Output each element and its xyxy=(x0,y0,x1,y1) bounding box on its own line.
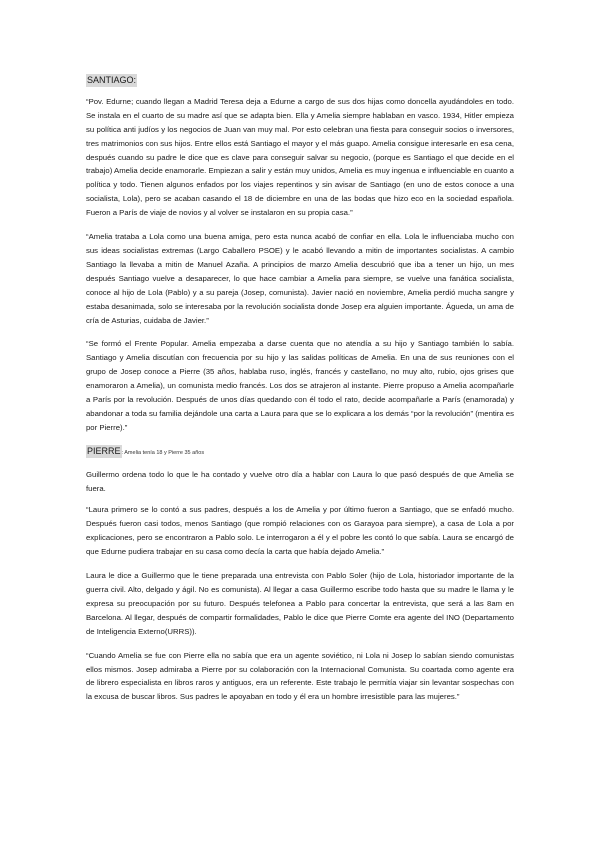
santiago-paragraph-1: “Pov. Edurne; cuando llegan a Madrid Teresa deja a Edurne a cargo de sus dos hijas como doncella ayudándoles en todo. Se instala en el cuarto de su madre así que se adapta bien. Ella y Amelia siempre hablaban en vasco. 1934, Hitler empieza su política anti judíos y los negocios de Juan van muy mal. Por esto celebran una fiesta para conseguir socios o inversores, tres matrimonios con sus hijos. Entre ellos está Santiago el mayor y el más guapo. Amelia consigue interesarle en esa cena, después cuando su padre le dice que es clave para conseguir salvar su negocio, (porque es Santiago el que decide en el trabajo) Amelia decide enamorarle. Empiezan a salir y están muy unidos, Amelia es muy ingenua e influenciable en cuanto a política y todo. Tienen algunos enfados por los viajes repentinos y sin avisar de Santiago (en uno de estos conoce a una socialista, Lola), pero se acaban casando el 18 de diciembre en una de las bodas que hizo eco en la sociedad española. Fueron a París de viaje de novios y al volver se instalaron en su propia casa.” xyxy=(86,96,514,218)
pierre-paragraph-2: Laura le dice a Guillermo que le tiene preparada una entrevista con Pablo Soler (hijo de Lola, historiador importante de la guerra civil. Alto, delgado y ágil. No es comunista). Al llegar a casa Guillermo escribe todo hasta que su madre le llama y le expresa su preocupación por su futuro. Después telefonea a Pablo para concertar la entrevista, que será a las 8am en Barcelona. Al llegar, después de compartir formalidades, Pablo le dice que Pierre Comte era agente del INO (Departamento de Inteligencia Externo(URRS)). xyxy=(86,571,514,636)
pierre-heading-line xyxy=(86,445,514,461)
document-body xyxy=(86,74,514,714)
pierre-age-note: : Amelia tenía 18 y Pierre 35 años xyxy=(121,449,205,456)
pierre-paragraph-3: “Cuando Amelia se fue con Pierre ella no sabía que era un agente soviético, ni Lola ni Josep lo sabían siendo comunistas ellos mismos. Josep admiraba a Pierre por su colaboración con la Internacional Comunista. Su coartada como agente era de librero especialista en libros raros y antiguos, era un referente. Este trabajo le permitía viajar sin levantar sospechas con la excusa de buscar libros. Sus padres le apoyaban en todo y él era un hombre irresistible para las mujeres.” xyxy=(86,650,514,702)
santiago-heading-line xyxy=(86,74,514,88)
pierre-paragraph-1: “Laura primero se lo contó a sus padres, después a los de Amelia y por último fueron a Santiago, que se enfadó mucho. Después fueron casi todos, menos Santiago (que rompió relaciones con os Garayoa para siempre), a casa de Lola a por explicaciones, pero se encontraron a Pablo solo. Le interrogaron a él y el pobre les contó lo que sabía. Laura se encargó de que Edurne pudiera trabajar en su casa como decía la carta que había dejado Amelia.” xyxy=(86,505,514,557)
pierre-intro: Guillermo ordena todo lo que le ha contado y vuelve otro día a hablar con Laura lo que pasó después de que Amelia se fuera. xyxy=(86,469,514,493)
santiago-paragraph-2: “Amelia trataba a Lola como una buena amiga, pero esta nunca acabó de confiar en ella. Lola le influenciaba mucho con sus ideas socialistas extremas (Largo Caballero PSOE) y le acabó llevando a mitin de importantes socialistas. A cambio Santiago la llevaba a mitin de Manuel Azaña. A principios de marzo Amelia descubrió que iba a tener un hijo, un mes después Santiago vuelve a desaparecer, lo que hace cambiar a Amelia para siempre, se vuelve una fanática socialista, conoce al hijo de Lola (Pablo) y a su pareja (Josep, comunista). Javier nació en noviembre, Amelia perdió mucha sangre y estaba desanimada, solo se interesaba por la revolución socialista donde Josep era alguien importante. Águeda, un ama de cría de Asturias, cuidaba de Javier.” xyxy=(86,232,514,325)
section-heading-santiago: SANTIAGO: xyxy=(87,75,137,85)
santiago-paragraph-3: “Se formó el Frente Popular. Amelia empezaba a darse cuenta que no atendía a su hijo y Santiago también lo sabía. Santiago y Amelia discutían con frecuencia por su hijo y las salidas políticas de Amelia. En una de sus reuniones con el grupo de Josep conoce a Pierre (35 años, hablaba ruso, inglés, francés y castellano, no muy alto, rubio, ojos grises que enamoraron a Amelia), un comunista medio francés. Los dos se atrajeron al instante. Pierre propuso a Amelia acompañarle a París por la revolución. Después de unos días quedando con él todo el rato, decide acompañarle a París (enamorada) y abandonar a toda su familia dejándole una carta a Laura para que se lo explicara a los demás “por la revolución” (mentira es por Pierre).” xyxy=(86,339,514,432)
section-heading-pierre: PIERRE xyxy=(87,445,121,456)
